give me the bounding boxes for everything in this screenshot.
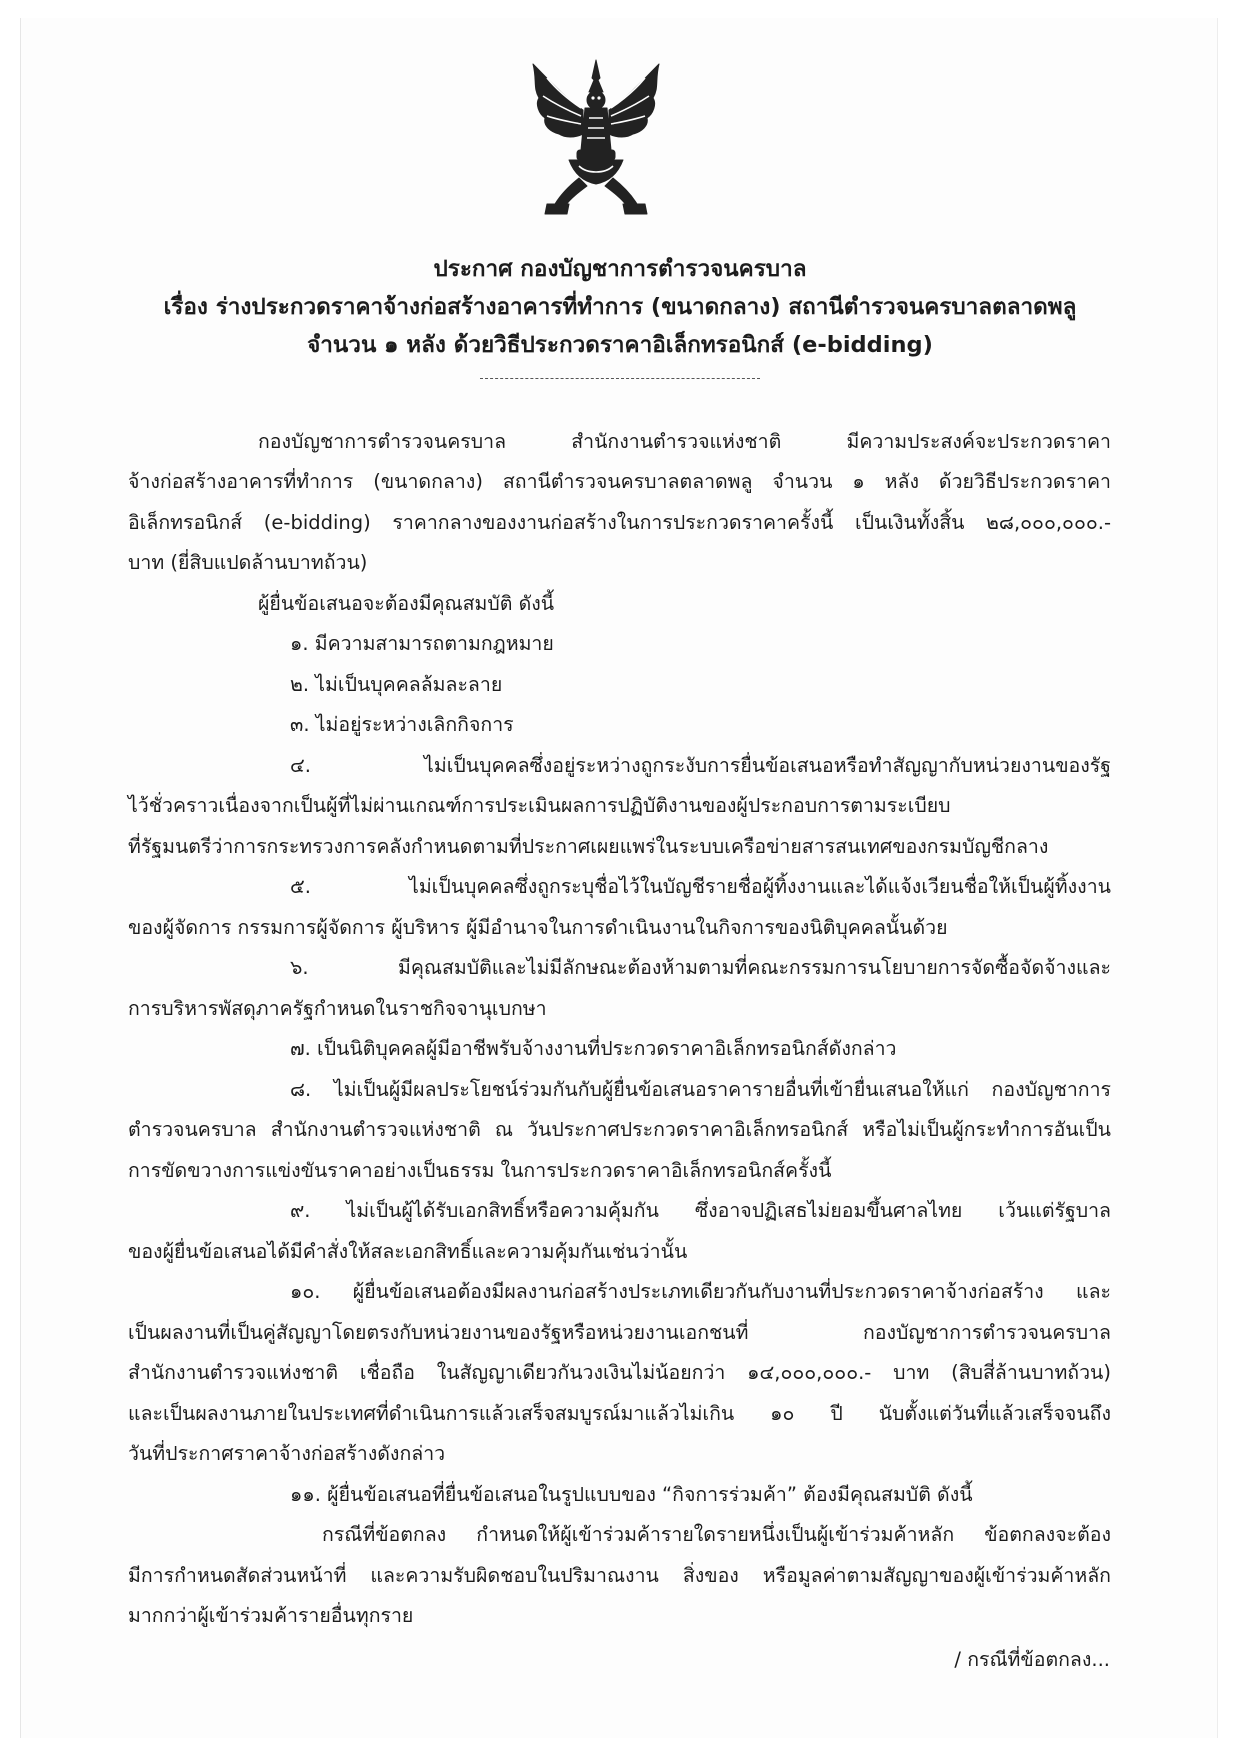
- qualification-item-11: ๑๑. ผู้ยื่นข้อเสนอที่ยื่นข้อเสนอในรูปแบบของ “กิจการร่วมค้า” ต้องมีคุณสมบัติ ดังนี้: [290, 1483, 973, 1506]
- body-line: มีการกำหนดสัดส่วนหน้าที่ และความรับผิดชอบในปริมาณงาน สิ่งของ หรือมูลค่าตามสัญญาของผู้เข้าร่วมค้าหลัก: [128, 1564, 1111, 1587]
- body-line: และเป็นผลงานภายในประเทศที่ดำเนินการแล้วเสร็จสมบูรณ์มาแล้วไม่เกิน ๑๐ ปี นับตั้งแต่วันที่แล้วเสร็จจนถึง: [128, 1402, 1111, 1425]
- body-line: ที่รัฐมนตรีว่าการกระทรวงการคลังกำหนดตามที่ประกาศเผยแพร่ในระบบเครือข่ายสารสนเทศของกรมบัญชีกลาง: [128, 835, 1049, 858]
- body-line: จ้างก่อสร้างอาคารที่ทำการ (ขนาดกลาง) สถานีตำรวจนครบาลตลาดพลู จำนวน ๑ หลัง ด้วยวิธีประกวดราคา: [128, 470, 1111, 493]
- joint-venture-clause: กรณีที่ข้อตกลง กำหนดให้ผู้เข้าร่วมค้ารายใดรายหนึ่งเป็นผู้เข้าร่วมค้าหลัก ข้อตกลงจะต้อง: [322, 1523, 1111, 1546]
- body-line: ตำรวจนครบาล สำนักงานตำรวจแห่งชาติ ณ วันประกาศประกวดราคาอิเล็กทรอนิกส์ หรือไม่เป็นผู้กระทำการอันเป็น: [128, 1118, 1111, 1141]
- body-line: วันที่ประกาศราคาจ้างก่อสร้างดังกล่าว: [128, 1442, 446, 1465]
- qualification-item-6: ๖. มีคุณสมบัติและไม่มีลักษณะต้องห้ามตามที่คณะกรรมการนโยบายการจัดซื้อจัดจ้างและ: [290, 956, 1111, 979]
- body-line: ของผู้ยื่นข้อเสนอได้มีคำสั่งให้สละเอกสิทธิ์และความคุ้มกันเช่นว่านั้น: [128, 1240, 688, 1263]
- body-line: มากกว่าผู้เข้าร่วมค้ารายอื่นทุกราย: [128, 1604, 414, 1627]
- body-line: ไว้ชั่วคราวเนื่องจากเป็นผู้ที่ไม่ผ่านเกณฑ์การประเมินผลการปฏิบัติงานของผู้ประกอบการตามระเบียบ: [128, 794, 951, 817]
- body-line: อิเล็กทรอนิกส์ (e-bidding) ราคากลางของงานก่อสร้างในการประกวดราคาครั้งนี้ เป็นเงินทั้งสิ้น ๒๘,๐๐๐,๐๐๐.-: [128, 511, 1111, 534]
- qualification-item-8: ๘. ไม่เป็นผู้มีผลประโยชน์ร่วมกันกับผู้ยื่นข้อเสนอราคารายอื่นที่เข้ายื่นเสนอให้แก่ กองบัญชาการ: [290, 1078, 1111, 1101]
- qualification-item-5: ๕. ไม่เป็นบุคคลซึ่งถูกระบุชื่อไว้ในบัญชีรายชื่อผู้ทิ้งงานและได้แจ้งเวียนชื่อให้เป็นผู้ทิ้งงาน: [290, 875, 1111, 898]
- qualification-item-1: ๑. มีความสามารถตามกฎหมาย: [290, 632, 554, 655]
- qualification-item-7: ๗. เป็นนิติบุคคลผู้มีอาชีพรับจ้างงานที่ประกวดราคาอิเล็กทรอนิกส์ดังกล่าว: [290, 1037, 897, 1060]
- qualification-item-10: ๑๐. ผู้ยื่นข้อเสนอต้องมีผลงานก่อสร้างประเภทเดียวกันกับงานที่ประกวดราคาจ้างก่อสร้าง และ: [290, 1280, 1111, 1303]
- qualification-item-9: ๙. ไม่เป็นผู้ได้รับเอกสิทธิ์หรือความคุ้มกัน ซึ่งอาจปฏิเสธไม่ยอมขึ้นศาลไทย เว้นแต่รัฐบาล: [290, 1199, 1111, 1222]
- garuda-emblem-icon: [525, 58, 667, 220]
- page-continuation-note: / กรณีที่ข้อตกลง...: [954, 1648, 1110, 1671]
- announcement-title: ประกาศ กองบัญชาการตำรวจนครบาล: [433, 256, 807, 282]
- qualification-item-2: ๒. ไม่เป็นบุคคลล้มละลาย: [290, 673, 503, 696]
- qualification-item-4: ๔. ไม่เป็นบุคคลซึ่งอยู่ระหว่างถูกระงับการยื่นข้อเสนอหรือทำสัญญากับหน่วยงานของรัฐ: [290, 754, 1111, 777]
- body-line: สำนักงานตำรวจแห่งชาติ เชื่อถือ ในสัญญาเดียวกันวงเงินไม่น้อยกว่า ๑๔,๐๐๐,๐๐๐.- บาท (สิบสี่ล้านบาทถ้วน): [128, 1361, 1111, 1384]
- qualification-item-3: ๓. ไม่อยู่ระหว่างเลิกกิจการ: [290, 713, 514, 736]
- body-line: การขัดขวางการแข่งขันราคาอย่างเป็นธรรม ในการประกวดราคาอิเล็กทรอนิกส์ครั้งนี้: [128, 1159, 832, 1182]
- body-line: เป็นผลงานที่เป็นคู่สัญญาโดยตรงกับหน่วยงานของรัฐหรือหน่วยงานเอกชนที่ กองบัญชาการตำรวจนครบาล: [128, 1321, 1111, 1344]
- announcement-subject: เรื่อง ร่างประกวดราคาจ้างก่อสร้างอาคารที่ทำการ (ขนาดกลาง) สถานีตำรวจนครบาลตลาดพลู: [163, 294, 1077, 320]
- body-line: กองบัญชาการตำรวจนครบาล สำนักงานตำรวจแห่งชาติ มีความประสงค์จะประกวดราคา: [258, 430, 1111, 453]
- body-line: ของผู้จัดการ กรรมการผู้จัดการ ผู้บริหาร ผู้มีอำนาจในการดำเนินงานในกิจการของนิติบุคคลนั้นด้วย: [128, 916, 948, 939]
- announcement-subject-continued: จำนวน ๑ หลัง ด้วยวิธีประกวดราคาอิเล็กทรอนิกส์ (e-bidding): [307, 332, 933, 358]
- body-line: การบริหารพัสดุภาครัฐกำหนดในราชกิจจานุเบกษา: [128, 997, 547, 1020]
- qualification-intro: ผู้ยื่นข้อเสนอจะต้องมีคุณสมบัติ ดังนี้: [258, 592, 555, 615]
- body-line: บาท (ยี่สิบแปดล้านบาทถ้วน): [128, 551, 368, 574]
- heading-divider: [480, 378, 760, 379]
